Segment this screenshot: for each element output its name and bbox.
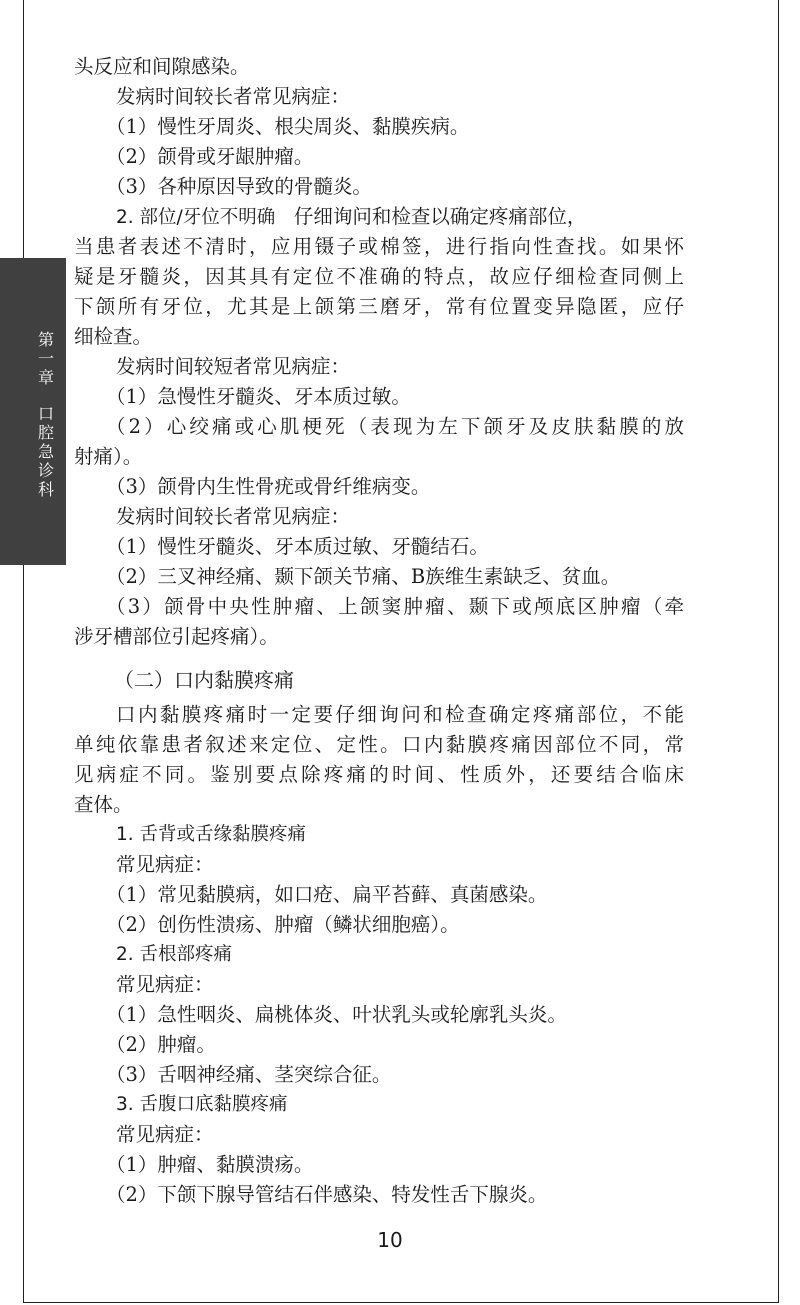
text-line: 细检查。: [74, 325, 153, 348]
list-item: （2）肿瘤。: [106, 1033, 216, 1056]
text-line: 发病时间较短者常见病症：: [116, 355, 351, 378]
text-line: 常见病症：: [116, 853, 214, 876]
list-item: （1）急慢性牙髓炎、牙本质过敏。: [106, 385, 411, 408]
subsection-heading: 1. 舌背或舌缘黏膜疼痛: [116, 824, 307, 845]
subsection-heading: 2. 部位/牙位不明确: [116, 207, 276, 228]
list-item: （2）心绞痛或心肌梗死（表现为左下颌牙及皮肤黏膜的放: [106, 415, 684, 438]
text-line: 当患者表述不清时，应用镊子或棉签，进行指向性查找。如果怀: [74, 235, 684, 258]
text-line: 口内黏膜疼痛时一定要仔细询问和检查确定疼痛部位，不能: [116, 703, 684, 726]
chapter-title-char: 诊: [37, 461, 54, 480]
chapter-char: 第: [37, 330, 54, 349]
list-item: （1）急性咽炎、扁桃体炎、叶状乳头或轮廓乳头炎。: [106, 1003, 567, 1026]
section-title: （二）口内黏膜疼痛: [114, 668, 294, 692]
text-line: 常见病症：: [116, 973, 214, 996]
page-content: [74, 52, 684, 1210]
text-line: 常见病症：: [116, 1123, 214, 1146]
list-item: （2）三叉神经痛、颞下颌关节痛、B族维生素缺乏、贫血。: [106, 565, 621, 588]
text-line: 发病时间较长者常见病症：: [116, 85, 351, 108]
text-line: 涉牙槽部位引起疼痛）。: [74, 625, 279, 648]
subsection-paragraph: [74, 202, 684, 232]
chapter-title-char: 急: [37, 442, 54, 461]
list-item: （2）创伤性溃疡、肿瘤（鳞状细胞癌）。: [106, 913, 460, 936]
chapter-label: [36, 330, 56, 387]
chapter-title: [36, 404, 56, 499]
list-item: （3）舌咽神经痛、茎突综合征。: [106, 1063, 392, 1086]
list-item: （1）慢性牙髓炎、牙本质过敏、牙髓结石。: [106, 535, 489, 558]
text-line: 仔细询问和检查以确定疼痛部位，: [293, 205, 587, 228]
text-line: 射痛）。: [74, 445, 143, 468]
text-line: 疑是牙髓炎，因其具有定位不准确的特点，故应仔细检查同侧上: [74, 265, 684, 288]
list-item: （2）下颌下腺导管结石伴感染、特发性舌下腺炎。: [106, 1183, 548, 1206]
text-line: 见病症不同。鉴别要点除疼痛的时间、性质外，还要结合临床: [74, 763, 684, 786]
list-item: （1）常见黏膜病，如口疮、扁平苔藓、真菌感染。: [106, 883, 548, 906]
list-item: （3）颌骨内生性骨疣或骨纤维病变。: [106, 475, 431, 498]
text-line: 发病时间较长者常见病症：: [116, 505, 351, 528]
text-line: 头反应和间隙感染。: [74, 55, 250, 78]
chapter-char: 一: [37, 349, 54, 368]
list-item: （2）颌骨或牙龈肿瘤。: [106, 145, 314, 168]
list-item: （1）肿瘤、黏膜溃疡。: [106, 1153, 314, 1176]
chapter-title-char: 口: [37, 404, 54, 423]
chapter-char: 章: [37, 368, 54, 387]
list-item: （1）慢性牙周炎、根尖周炎、黏膜疾病。: [106, 115, 470, 138]
chapter-title-char: 科: [37, 480, 54, 499]
page-number: 10: [377, 1228, 403, 1252]
text-line: 查体。: [74, 793, 133, 816]
list-item: （3）各种原因导致的骨髓炎。: [106, 175, 372, 198]
list-item: （3）颌骨中央性肿瘤、上颌窦肿瘤、颞下或颅底区肿瘤（牵: [106, 595, 684, 618]
chapter-title-char: 腔: [37, 423, 54, 442]
subsection-heading: 3. 舌腹口底黏膜疼痛: [116, 1094, 288, 1115]
chapter-side-tab: [0, 258, 66, 565]
text-line: 单纯依靠患者叙述来定位、定性。口内黏膜疼痛因部位不同，常: [74, 733, 684, 756]
text-line: 下颌所有牙位，尤其是上颌第三磨牙，常有位置变异隐匿，应仔: [74, 295, 684, 318]
subsection-heading: 2. 舌根部疼痛: [116, 944, 233, 965]
